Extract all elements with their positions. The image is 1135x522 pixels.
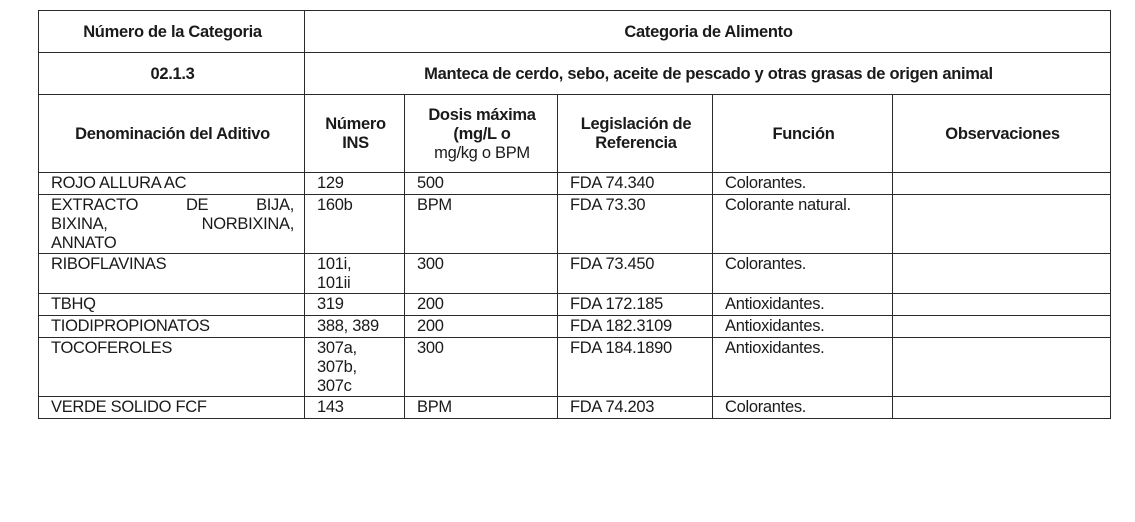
table-row xyxy=(39,294,1111,316)
reference-legislation: FDA 73.450 xyxy=(558,254,713,294)
col-header-legislation-line2: Referencia xyxy=(595,134,677,152)
max-dose: 200 xyxy=(405,316,558,338)
col-header-observations: Observaciones xyxy=(893,95,1111,173)
additive-name-line: EXTRACTO DE BIJA, xyxy=(51,196,294,214)
additive-name xyxy=(39,173,305,195)
additive-name-line: ANNATO xyxy=(51,234,117,252)
col-header-dose-line2: (mg/L o xyxy=(453,124,511,143)
max-dose: 200 xyxy=(405,294,558,316)
ins-number-line: 319 xyxy=(317,295,344,313)
observations xyxy=(893,294,1111,316)
function: Colorantes. xyxy=(713,397,893,419)
observations xyxy=(893,316,1111,338)
col-header-ins-number xyxy=(305,95,405,173)
table-row xyxy=(39,254,1111,294)
max-dose: BPM xyxy=(405,397,558,419)
category-value-row xyxy=(39,53,1111,95)
category-number-label: Número de la Categoria xyxy=(39,11,305,53)
additive-name-line: VERDE SOLIDO FCF xyxy=(51,398,207,416)
column-header-row xyxy=(39,95,1111,173)
table-row xyxy=(39,173,1111,195)
document-page xyxy=(38,10,1110,419)
function: Antioxidantes. xyxy=(713,316,893,338)
observations xyxy=(893,254,1111,294)
ins-number-line: 101ii xyxy=(317,274,351,292)
observations xyxy=(893,338,1111,397)
table-row xyxy=(39,195,1111,254)
additive-name-line: ROJO ALLURA AC xyxy=(51,174,187,192)
observations xyxy=(893,397,1111,419)
category-description: Manteca de cerdo, sebo, aceite de pescado y otras grasas de origen animal xyxy=(305,53,1111,95)
additive-name-line: BIXINA, NORBIXINA, xyxy=(51,215,294,233)
col-header-dose-line3: mg/kg o BPM xyxy=(434,143,530,162)
ins-number xyxy=(305,338,405,397)
function: Antioxidantes. xyxy=(713,338,893,397)
function: Colorantes. xyxy=(713,173,893,195)
col-header-dose-line1: Dosis máxima xyxy=(428,105,536,124)
ins-number-line: 129 xyxy=(317,174,344,192)
ins-number-line: 143 xyxy=(317,398,344,416)
function: Colorantes. xyxy=(713,254,893,294)
ins-number xyxy=(305,195,405,254)
ins-number xyxy=(305,173,405,195)
additive-name-line: RIBOFLAVINAS xyxy=(51,255,167,273)
table-row xyxy=(39,316,1111,338)
col-header-ins-line1: Número xyxy=(325,115,386,133)
food-category-label: Categoria de Alimento xyxy=(305,11,1111,53)
function: Antioxidantes. xyxy=(713,294,893,316)
col-header-ins-line2: INS xyxy=(342,134,369,152)
table-row xyxy=(39,338,1111,397)
category-header-row xyxy=(39,11,1111,53)
table-row xyxy=(39,397,1111,419)
additive-name xyxy=(39,254,305,294)
ins-number-line: 307b, xyxy=(317,358,357,376)
function: Colorante natural. xyxy=(713,195,893,254)
ins-number xyxy=(305,316,405,338)
ins-number xyxy=(305,397,405,419)
reference-legislation: FDA 182.3109 xyxy=(558,316,713,338)
ins-number-line: 388, 389 xyxy=(317,317,379,335)
reference-legislation: FDA 73.30 xyxy=(558,195,713,254)
additive-name-line: TBHQ xyxy=(51,295,96,313)
ins-number-line: 160b xyxy=(317,196,353,214)
additive-name xyxy=(39,397,305,419)
max-dose: BPM xyxy=(405,195,558,254)
ins-number xyxy=(305,254,405,294)
reference-legislation: FDA 74.340 xyxy=(558,173,713,195)
max-dose: 300 xyxy=(405,254,558,294)
ins-number-line: 101i, xyxy=(317,255,352,273)
additive-name-line: TOCOFEROLES xyxy=(51,339,173,357)
observations xyxy=(893,195,1111,254)
additive-name xyxy=(39,338,305,397)
additive-name xyxy=(39,316,305,338)
max-dose: 300 xyxy=(405,338,558,397)
ins-number xyxy=(305,294,405,316)
ins-number-line: 307c xyxy=(317,377,352,395)
col-header-function: Función xyxy=(713,95,893,173)
max-dose: 500 xyxy=(405,173,558,195)
ins-number-line: 307a, xyxy=(317,339,357,357)
col-header-max-dose xyxy=(405,95,558,173)
additive-name xyxy=(39,195,305,254)
reference-legislation: FDA 172.185 xyxy=(558,294,713,316)
reference-legislation: FDA 74.203 xyxy=(558,397,713,419)
category-number: 02.1.3 xyxy=(39,53,305,95)
additives-table xyxy=(38,10,1111,419)
col-header-legislation xyxy=(558,95,713,173)
reference-legislation: FDA 184.1890 xyxy=(558,338,713,397)
additive-name-line: TIODIPROPIONATOS xyxy=(51,317,210,335)
additive-name xyxy=(39,294,305,316)
col-header-additive-name: Denominación del Aditivo xyxy=(39,95,305,173)
observations xyxy=(893,173,1111,195)
col-header-legislation-line1: Legislación de xyxy=(580,115,692,133)
